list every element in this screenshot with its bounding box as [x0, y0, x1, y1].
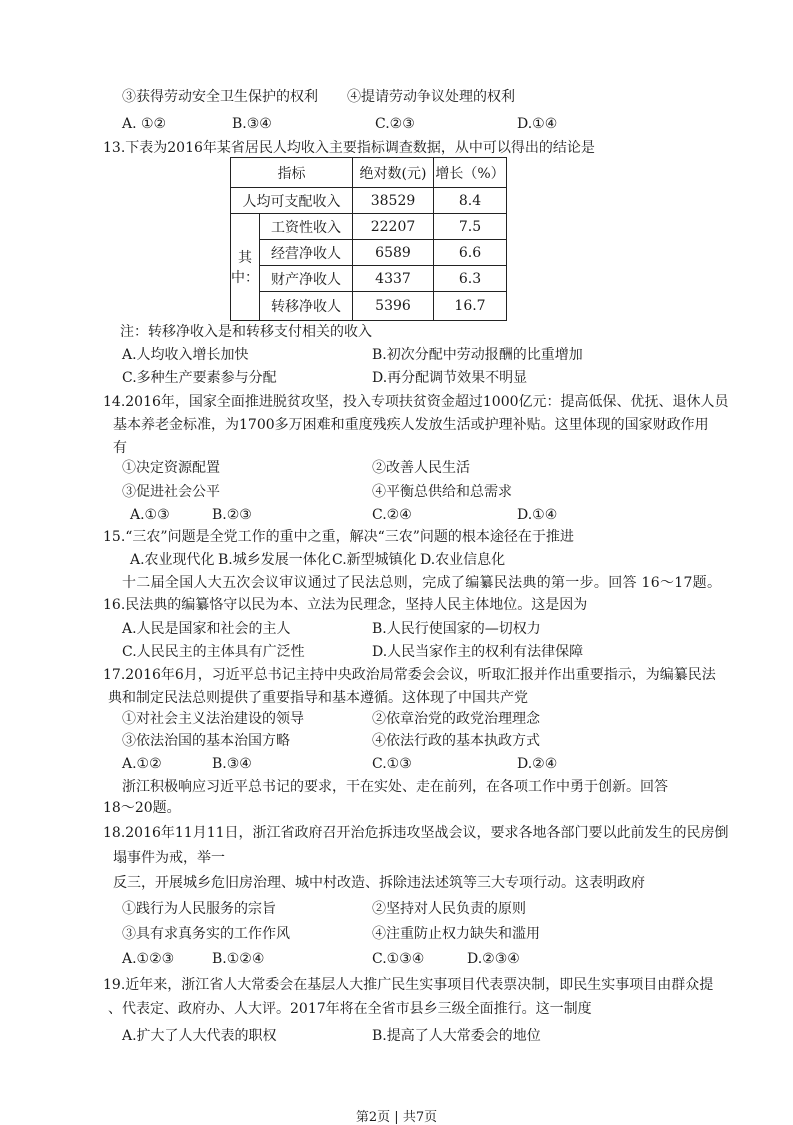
option-item: ②改善人民生活: [372, 460, 470, 476]
answer-choice: D.农业信息化: [420, 552, 506, 568]
table-cell: 7.5: [434, 214, 507, 240]
table-cell: 6.3: [434, 266, 507, 292]
question-stem: 基本养老金标准，为1700多万困难和重度残疾人发放生活或护理补贴。这里体现的国家财政作用: [113, 417, 709, 433]
table-header: 绝对数(元): [353, 158, 434, 188]
answer-choice: B.①②④: [212, 951, 265, 967]
answer-choice: D.②③④: [467, 951, 520, 967]
answer-choice: A.①③: [130, 507, 170, 523]
option-item: ④依法行政的基本执政方式: [372, 733, 540, 749]
option-item: ③促进社会公平: [122, 484, 220, 500]
answer-choice: B.③④: [212, 756, 252, 772]
answer-choice: C.多种生产要素参与分配: [122, 370, 277, 386]
answer-choice: A.①②: [122, 756, 162, 772]
answer-choice: D.①④: [517, 507, 558, 523]
question-stem: 14.2016年，国家全面推进脱贫攻坚，投入专项扶贫资金超过1000亿元：提高低保、优抚、退休人员: [103, 394, 729, 410]
table-cell: 22207: [353, 214, 434, 240]
question-stem: 塌事件为戒，举一: [113, 850, 225, 866]
question-stem: 反三，开展城乡危旧房治理、城中村改造、拆除违法述筑等三大专项行动。这表明政府: [113, 875, 645, 891]
section-intro: 浙江积极响应习近平总书记的要求，干在实处、走在前列，在各项工作中勇于创新。回答: [122, 779, 668, 795]
table-note: 注：转移净收入是和转移支付相关的收入: [120, 324, 372, 340]
answer-choice: C.①③④: [372, 951, 425, 967]
answer-choice: B.②③: [212, 507, 252, 523]
answer-choice: B.提高了人大常委会的地位: [372, 1028, 541, 1044]
question-stem: 16.民法典的编纂恪守以民为本、立法为民理念，坚持人民主体地位。这是因为: [103, 597, 588, 613]
table-row: [231, 188, 507, 214]
answer-choice: A.人民是国家和社会的主人: [122, 621, 291, 637]
question-stem: 18.2016年11月11日，浙江省政府召开治危拆违攻坚战会议，要求各地各部门要以此前发生的民房倒: [103, 825, 729, 841]
table-cell: 16.7: [434, 292, 507, 321]
answer-choice: A.人均收入增长加快: [122, 347, 249, 363]
table-cell: 财产净收人: [260, 266, 353, 292]
option-item: ②坚持对人民负责的原则: [372, 901, 526, 917]
answer-choice: C.新型城镇化: [332, 552, 417, 568]
table-row: [231, 266, 507, 292]
income-table: [230, 157, 507, 321]
section-intro: 十二届全国人大五次会议审议通过了民法总则，完成了编纂民法典的第一步。回答 16～17题。: [122, 575, 722, 591]
answer-choice: C.人民民主的主体具有广泛性: [122, 644, 305, 660]
table-row: [231, 240, 507, 266]
table-cell: 经营净收人: [260, 240, 353, 266]
table-cell: 8.4: [434, 188, 507, 214]
option-item: ③具有求真务实的工作作风: [122, 926, 290, 942]
answer-choice: A.扩大了人大代表的职权: [122, 1028, 277, 1044]
answer-choice: C.②③: [375, 116, 415, 132]
table-header: 增长（%）: [434, 158, 507, 188]
answer-choice: D.再分配调节效果不明显: [372, 370, 528, 386]
answer-choice: C.①③: [372, 756, 412, 772]
question-stem: 有: [113, 440, 127, 456]
table-cell: 转移净收人: [260, 292, 353, 321]
table-header: 指标: [231, 158, 353, 188]
table-cell: 38529: [353, 188, 434, 214]
option-item: ①对社会主义法治建设的领导: [122, 711, 304, 727]
answer-choice: A. ①②: [122, 116, 167, 132]
answer-choice: D.人民当家作主的权利有法律保障: [372, 644, 584, 660]
option-item: ③获得劳动安全卫生保护的权利: [122, 89, 318, 105]
answer-choice: B.人民行使国家的—切权力: [372, 621, 541, 637]
table-cell: 4337: [353, 266, 434, 292]
question-stem: 19.近年来，浙江省人大常委会在基层人大推广民生实事项目代表票决制，即民生实事项目由群众提: [103, 977, 714, 993]
answer-choice: A.①②③: [122, 951, 175, 967]
question-stem: 17.2016年6月，习近平总书记主持中央政治局常委会会议，听取汇报并作出重要指示，为编纂民法: [103, 667, 716, 683]
option-item: ①践行为人民服务的宗旨: [122, 901, 276, 917]
table-row: [231, 292, 507, 321]
option-item: ③依法治国的基本治国方略: [122, 733, 290, 749]
option-item: ④提请劳动争议处理的权利: [347, 89, 515, 105]
question-stem: 典和制定民法总则提供了重要指导和基本遵循。这体现了中国共产党: [108, 690, 528, 706]
answer-choice: C.②④: [372, 507, 412, 523]
answer-choice: D.②④: [517, 756, 558, 772]
answer-choice: A.农业现代化: [130, 552, 215, 568]
option-item: ④注重防止权力缺失和滥用: [372, 926, 540, 942]
option-item: ①决定资源配置: [122, 460, 220, 476]
question-stem: 13.下表为2016年某省居民人均收入主要指标调查数据，从中可以得出的结论是: [103, 140, 595, 156]
section-intro: 18～20题。: [103, 800, 181, 816]
table-cell: 人均可支配收入: [231, 188, 353, 214]
question-stem: 15.“三农”问题是全党工作的重中之重，解决“三农”问题的根本途径在于推进: [103, 529, 574, 545]
option-item: ④平衡总供给和总需求: [372, 484, 512, 500]
page-footer: 第2页 | 共7页: [355, 1110, 438, 1125]
answer-choice: B.初次分配中劳动报酬的比重增加: [372, 347, 583, 363]
table-cell: 工资性收入: [260, 214, 353, 240]
question-stem: 、代表定、政府办、人大评。2017年将在全省市县乡三级全面推行。这一制度: [108, 1001, 592, 1017]
option-item: ②依章治党的政党治理理念: [372, 711, 540, 727]
table-row: [231, 214, 507, 240]
table-cell: 6589: [353, 240, 434, 266]
answer-choice: D.①④: [517, 116, 558, 132]
table-cell: 6.6: [434, 240, 507, 266]
answer-choice: B.③④: [232, 116, 272, 132]
table-cell: 其中：: [231, 214, 260, 321]
answer-choice: B.城乡发展一体化: [218, 552, 331, 568]
table-cell: 5396: [353, 292, 434, 321]
